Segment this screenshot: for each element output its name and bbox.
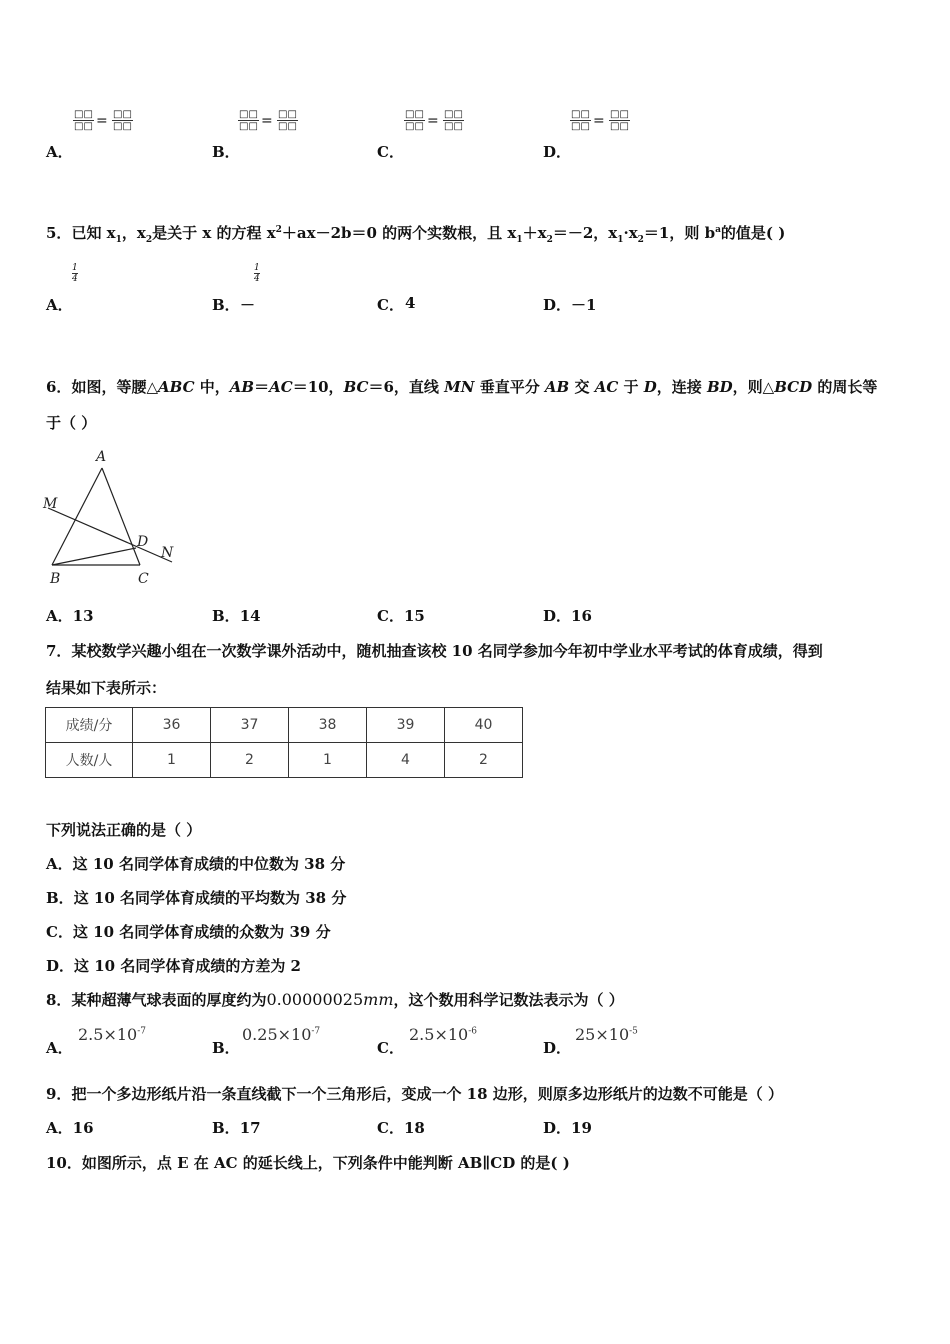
q5-text: ，x bbox=[121, 224, 146, 242]
q5-option-c-value: 4 bbox=[405, 294, 416, 312]
q8-value: 0.00000025 bbox=[266, 990, 364, 1009]
label-m: M bbox=[43, 496, 58, 512]
q4-option-b-eq: = bbox=[261, 113, 273, 129]
q8-option-c-value: $2.5\times 10^{-6}$ bbox=[409, 1025, 477, 1044]
table-cell: 人数/人 bbox=[46, 743, 133, 778]
q5-text: ＝1，则 b bbox=[643, 224, 716, 242]
q6-text: ，连接 bbox=[656, 378, 707, 396]
q6-option-d-value: 16 bbox=[571, 607, 592, 625]
q8-text: 某种超薄气球表面的厚度约为 bbox=[71, 991, 267, 1009]
q5-text: ·x bbox=[623, 224, 638, 242]
q6-option-c[interactable] bbox=[377, 605, 425, 626]
q9-option-a-letter: A． bbox=[46, 1119, 73, 1137]
q6-option-d-letter: D． bbox=[543, 607, 572, 625]
q6-text: ，则△ bbox=[732, 378, 775, 396]
q5-sub: 1 bbox=[617, 235, 624, 245]
q9-option-d-value: 19 bbox=[571, 1119, 592, 1137]
q5-option-c-letter[interactable]: C． bbox=[377, 296, 404, 314]
q6-italic: D bbox=[643, 378, 657, 396]
q7-option-c[interactable] bbox=[46, 921, 331, 942]
q9-stem bbox=[46, 1083, 783, 1104]
q5-sub: 2 bbox=[145, 235, 153, 245]
q5-option-a-fraction: $\frac{1}{4}$ bbox=[72, 263, 78, 284]
q7-option-text: 这 10 名同学体育成绩的众数为 39 分 bbox=[72, 923, 331, 941]
q6-option-a-letter: A． bbox=[46, 607, 73, 625]
q10-stem bbox=[46, 1152, 570, 1173]
q7-option-text: 这 10 名同学体育成绩的中位数为 38 分 bbox=[72, 855, 346, 873]
q7-option-letter: A． bbox=[46, 855, 73, 873]
q7-stem-line1 bbox=[46, 640, 823, 661]
q8-option-b-letter[interactable]: B． bbox=[212, 1039, 240, 1057]
q6-italic: AB bbox=[544, 378, 570, 396]
q5-sub: 1 bbox=[115, 235, 122, 245]
q9-option-d-letter: D． bbox=[543, 1119, 572, 1137]
q7-option-d[interactable] bbox=[46, 955, 301, 976]
q5-option-a-letter[interactable]: A． bbox=[46, 296, 73, 314]
q5-text: 的值是( ) bbox=[720, 224, 786, 242]
q7-option-letter: D． bbox=[46, 957, 75, 975]
q5-text: ＋x bbox=[522, 224, 547, 242]
q5-option-b-letter[interactable]: B． bbox=[212, 296, 240, 314]
q8-number: 8． bbox=[46, 991, 72, 1009]
q7-prompt: 下列说法正确的是（ ） bbox=[46, 821, 202, 839]
q9-option-a-value: 16 bbox=[72, 1119, 94, 1137]
table-cell: 2 bbox=[211, 743, 289, 778]
q6-option-b-letter: B． bbox=[212, 607, 240, 625]
q10-number: 10． bbox=[46, 1154, 82, 1172]
q6-option-b-value: 14 bbox=[239, 607, 261, 625]
q7-score-table bbox=[45, 707, 523, 778]
table-cell: 37 bbox=[211, 708, 289, 743]
q6-option-c-value: 15 bbox=[403, 607, 425, 625]
label-d: D bbox=[137, 534, 149, 550]
q7-option-letter: B． bbox=[46, 889, 74, 907]
q4-option-d-lhs: □□ □□ bbox=[571, 109, 590, 132]
q7-option-text: 这 10 名同学体育成绩的方差为 2 bbox=[74, 957, 301, 975]
q6-option-b[interactable] bbox=[212, 605, 261, 626]
q6-option-a[interactable] bbox=[46, 605, 94, 626]
q7-option-a[interactable] bbox=[46, 853, 345, 874]
q6-italic: MN bbox=[444, 378, 475, 396]
q6-text: ＝6，直线 bbox=[368, 378, 445, 396]
q8-unit: mm bbox=[363, 990, 394, 1009]
q8-option-a-value: $2.5\times 10^{-7}$ bbox=[78, 1025, 146, 1044]
q9-option-b[interactable] bbox=[212, 1117, 261, 1138]
q5-text: ＋ax－2b＝0 的两个实数根，且 x bbox=[281, 224, 517, 242]
table-cell: 36 bbox=[133, 708, 211, 743]
q7-option-letter: C． bbox=[46, 923, 73, 941]
q6-italic: BD bbox=[706, 378, 733, 396]
q6-text: 垂直平分 bbox=[474, 378, 545, 396]
q5-number: 5． bbox=[46, 224, 72, 242]
q5-stem bbox=[46, 222, 785, 245]
table-cell: 2 bbox=[445, 743, 523, 778]
q7-text: 某校数学兴趣小组在一次数学课外活动中，随机抽查该校 10 名同学参加今年初中学业水平考试的体育成绩，得到 bbox=[71, 642, 823, 660]
q8-option-c-letter[interactable]: C． bbox=[377, 1039, 404, 1057]
q5-sub: 2 bbox=[637, 235, 644, 245]
q8-option-d-value: $25\times 10^{-5}$ bbox=[575, 1025, 638, 1044]
q7-number: 7． bbox=[46, 642, 72, 660]
q8-stem bbox=[46, 989, 624, 1010]
q4-option-a-lhs: □□ □□ bbox=[74, 109, 93, 132]
q6-option-c-letter: C． bbox=[377, 607, 404, 625]
q6-italic: AC bbox=[594, 378, 619, 396]
q9-option-b-letter: B． bbox=[212, 1119, 240, 1137]
q9-option-d[interactable] bbox=[543, 1117, 592, 1138]
q4-option-b-letter[interactable]: B． bbox=[212, 143, 240, 161]
q6-text: ＝10， bbox=[292, 378, 344, 396]
q6-text: ＝ bbox=[254, 378, 270, 396]
table-cell: 1 bbox=[133, 743, 211, 778]
q6-italic: BCD bbox=[774, 378, 813, 396]
q8-option-b-value: $0.25\times 10^{-7}$ bbox=[242, 1025, 321, 1044]
label-n: N bbox=[161, 545, 174, 561]
q4-option-c-rhs: □□ □□ bbox=[444, 109, 463, 132]
q7-stem-line2: 结果如下表所示： bbox=[46, 679, 167, 697]
table-cell: 成绩/分 bbox=[46, 708, 133, 743]
side-ab bbox=[52, 468, 102, 565]
q5-sup: a bbox=[715, 225, 721, 235]
q5-text: ＝－2，x bbox=[552, 224, 618, 242]
q5-option-b-fraction: $\frac{1}{4}$ bbox=[254, 263, 260, 284]
q6-italic: ABC bbox=[157, 378, 195, 396]
line-mn bbox=[48, 508, 172, 562]
q6-stem-line1 bbox=[46, 376, 877, 397]
q5-option-b-prefix: － bbox=[240, 296, 256, 314]
q9-option-c[interactable] bbox=[377, 1117, 425, 1138]
q8-text: ，这个数用科学记数法表示为（ ） bbox=[393, 991, 624, 1009]
q4-option-c-letter[interactable]: C． bbox=[377, 143, 404, 161]
q6-text: 于 bbox=[618, 378, 644, 396]
label-b: B bbox=[50, 571, 61, 587]
q7-option-b[interactable] bbox=[46, 887, 346, 908]
q8-option-d-letter[interactable]: D． bbox=[543, 1039, 572, 1057]
table-cell: 39 bbox=[367, 708, 445, 743]
q6-text: 如图，等腰△ bbox=[71, 378, 158, 396]
table-cell: 38 bbox=[289, 708, 367, 743]
q6-number: 6． bbox=[46, 378, 72, 396]
q4-option-a-rhs: □□ □□ bbox=[113, 109, 132, 132]
q4-option-c-lhs: □□ □□ bbox=[405, 109, 424, 132]
q9-text: 把一个多边形纸片沿一条直线截下一个三角形后，变成一个 18 边形，则原多边形纸片的边数不可能是（ ） bbox=[71, 1085, 783, 1103]
table-row bbox=[46, 743, 523, 778]
q9-number: 9． bbox=[46, 1085, 72, 1103]
q4-option-a-letter[interactable]: A． bbox=[46, 143, 73, 161]
q6-italic: AB bbox=[229, 378, 255, 396]
q5-sub: 2 bbox=[546, 235, 553, 245]
q5-option-d-value: －1 bbox=[571, 296, 597, 314]
q9-option-c-letter: C． bbox=[377, 1119, 404, 1137]
q5-text: 是关于 x 的方程 x bbox=[152, 224, 276, 242]
table-row bbox=[46, 708, 523, 743]
q4-option-b-rhs: □□ □□ bbox=[278, 109, 297, 132]
q9-option-a[interactable] bbox=[46, 1117, 94, 1138]
q6-option-a-value: 13 bbox=[72, 607, 94, 625]
q6-text: 的周长等 bbox=[812, 378, 878, 396]
q4-option-d-rhs: □□ □□ bbox=[610, 109, 629, 132]
q6-option-d[interactable] bbox=[543, 605, 592, 626]
q7-option-text: 这 10 名同学体育成绩的平均数为 38 分 bbox=[73, 889, 347, 907]
label-c: C bbox=[138, 571, 149, 587]
q5-option-d-letter[interactable]: D． bbox=[543, 296, 572, 314]
q6-text: 中， bbox=[194, 378, 230, 396]
q5-text: 已知 x bbox=[71, 224, 116, 242]
q4-option-d-letter[interactable]: D． bbox=[543, 143, 572, 161]
q6-stem-line2: 于（ ） bbox=[46, 414, 97, 432]
q4-option-a-eq: = bbox=[96, 113, 108, 129]
segment-bd bbox=[52, 548, 136, 565]
q6-italic: AC bbox=[269, 378, 293, 396]
table-cell: 40 bbox=[445, 708, 523, 743]
q4-option-d-eq: = bbox=[593, 113, 605, 129]
q6-text: 交 bbox=[569, 378, 595, 396]
table-cell: 1 bbox=[289, 743, 367, 778]
q6-italic: BC bbox=[343, 378, 369, 396]
q6-triangle-figure bbox=[40, 448, 190, 588]
q4-option-b-lhs: □□ □□ bbox=[239, 109, 258, 132]
q9-option-c-value: 18 bbox=[403, 1119, 425, 1137]
q4-option-c-eq: = bbox=[427, 113, 439, 129]
table-cell: 4 bbox=[367, 743, 445, 778]
q9-option-b-value: 17 bbox=[239, 1119, 261, 1137]
label-a: A bbox=[96, 449, 107, 465]
q5-sup: 2 bbox=[275, 225, 282, 235]
q5-sub: 1 bbox=[516, 235, 523, 245]
q10-text: 如图所示，点 E 在 AC 的延长线上，下列条件中能判断 AB∥CD 的是( ) bbox=[81, 1154, 570, 1172]
q8-option-a-letter[interactable]: A． bbox=[46, 1039, 73, 1057]
